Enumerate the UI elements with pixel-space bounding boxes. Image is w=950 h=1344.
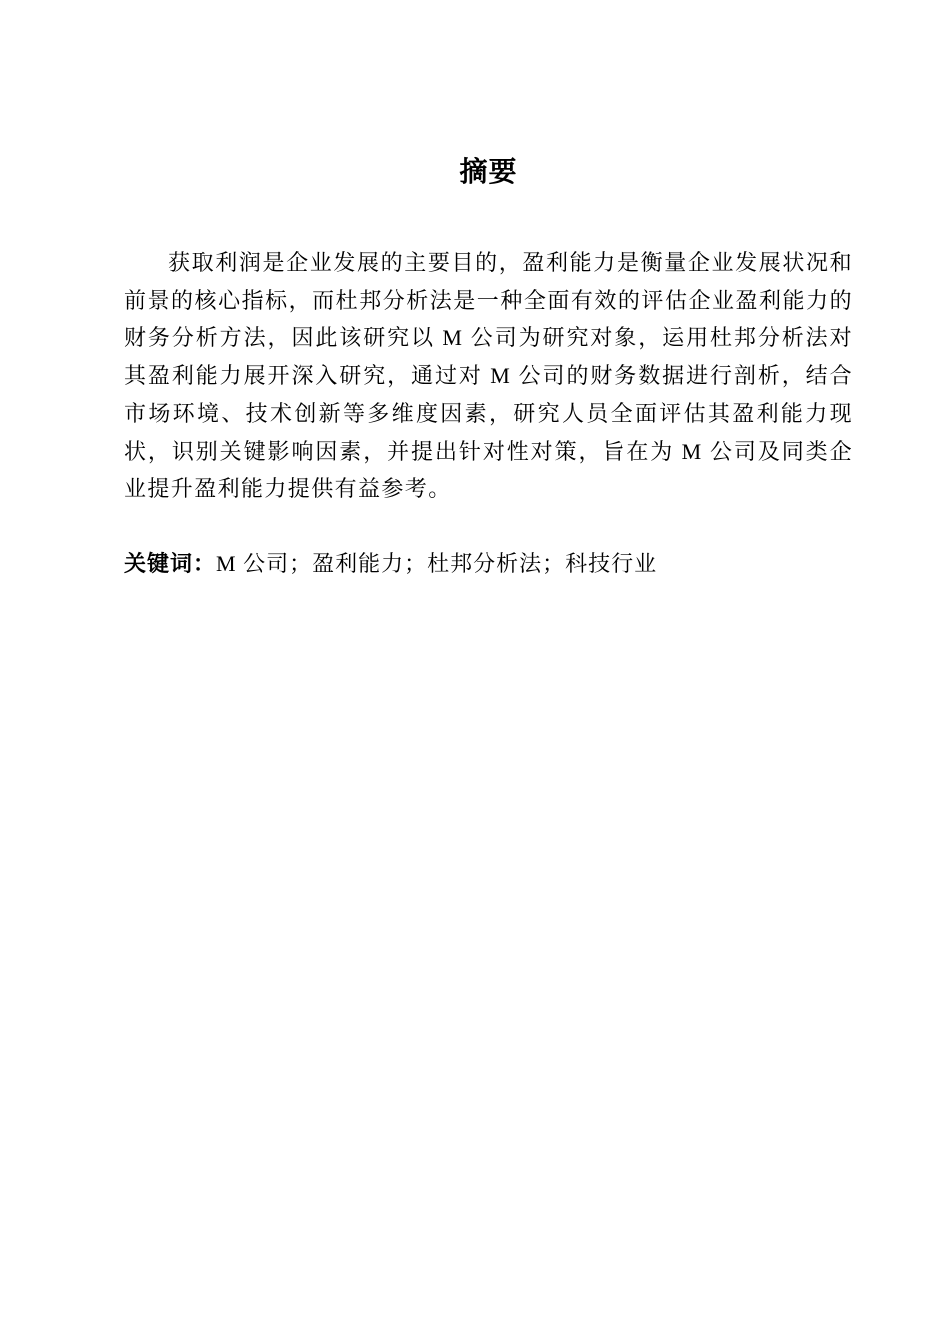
keywords-label: 关键词： — [124, 551, 217, 576]
abstract-paragraph: 获取利润是企业发展的主要目的，盈利能力是衡量企业发展状况和前景的核心指标，而杜邦分析法是一种全面有效的评估企业盈利能力的财务分析方法，因此该研究以 M 公司为研究对象，运用杜邦分析法对其盈利能力展开深入研究，通过对 M 公司的财务数据进行剖析，结合市场环境、技术创新等多维度因素，研究人员全面评估其盈利能力现状，识别关键影响因素，并提出针对性对策，旨在为 M 公司及同类企业提升盈利能力提供有益参考。 — [124, 250, 853, 502]
keywords-text: M 公司；盈利能力；杜邦分析法；科技行业 — [216, 551, 658, 576]
page-title: 摘要 — [459, 156, 518, 187]
keywords-line — [124, 545, 853, 583]
